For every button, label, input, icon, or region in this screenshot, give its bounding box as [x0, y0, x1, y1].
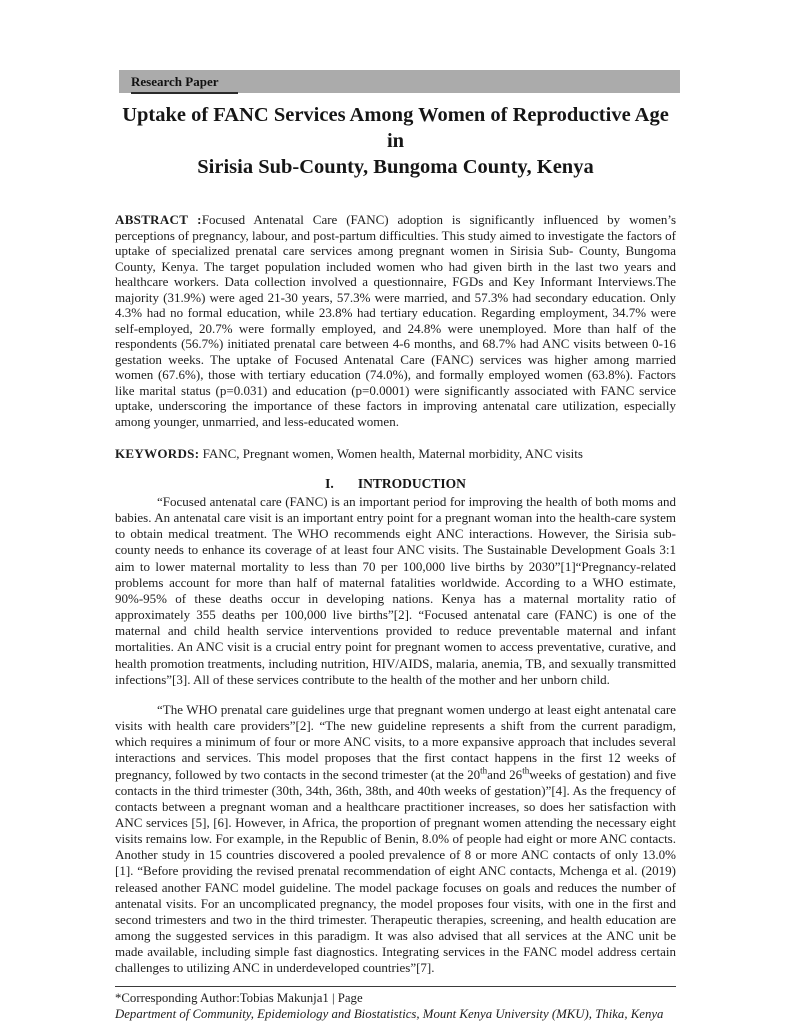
corresponding-author-line: *Corresponding Author:Tobias Makunja1 | Page	[115, 990, 363, 1005]
keywords-label: KEYWORDS:	[115, 446, 200, 461]
research-paper-banner	[119, 70, 680, 93]
intro-paragraph-2-seg3: weeks of gestation) and five contacts in the third trimester (30th, 34th, 36th, 38th, and 40th weeks of gestation)”[4]. As the frequency of contacts between a pregnant woman and a healthcare practitioner increases, so does her satisfaction with ANC services [5], [6]. However, in Africa, the proportion of pregnant women attending the necessary eight visits remains low. For example, in the Republic of Benin, 8.0% of people had eight or more ANC contacts. Another study in 15 countries discovered a pooled prevalence of 8 or more ANC contacts of only 13.0% [1]. “Before providing the revised prenatal recommendation of eight ANC contacts, Mchenga et al. (2019) released another FANC model guideline. The model package focuses on goals and reduces the number of antenatal visits. For an uncomplicated pregnancy, the model proposes four visits, with one in the first and second trimesters and two in the third trimester. Therapeutic therapies, screening, and health education are among the suggested services in this paradigm. It was also advised that all services at the ANC unit be made available, including simple fast diagnostics. Integrating services in the FANC model address certain challenges to utilizing ANC in underdeveloped countries”[7].	[115, 766, 676, 976]
keywords-text: FANC, Pregnant women, Women health, Maternal morbidity, ANC visits	[199, 446, 583, 461]
introduction-heading	[115, 475, 676, 492]
section-number: I.	[325, 476, 334, 491]
department-line: Department of Community, Epidemiology and Biostatistics, Mount Kenya University (MKU), Thika, Kenya	[115, 1006, 664, 1021]
abstract-label: ABSTRACT :	[115, 212, 202, 227]
section-title: INTRODUCTION	[357, 476, 466, 491]
paper-title	[115, 102, 676, 180]
intro-paragraph-2-seg1: “The WHO prenatal care guidelines urge that pregnant women undergo at least eight antenatal care visits with health care providers”[2]. “The new guideline represents a shift from the current paradigm, which requires a minimum of four or more ANC visits, to a more expansive approach that includes several interactions and services. This model proposes that the first contact happens in the first 12 weeks of pregnancy, followed by two contacts in the second trimester (at the 20	[115, 701, 676, 782]
abstract-text: Focused Antenatal Care (FANC) adoption is significantly influenced by women’s perceptions of pregnancy, labour, and post-partum difficulties. This study aimed to investigate the factors of uptake of specialized prenatal care services among pregnant women in Sirisia Sub- County, Bungoma County, Kenya. The target population included women who had given birth in the last two years and healthcare workers. Data collection involved a questionnaire, FGDs and Key Informant Interviews.The majority (31.9%) were aged 21-30 years, 57.3% were married, and 57.3% had secondary education. Only 4.3% had no formal education, while 23.8% had tertiary education. Regarding employment, 34.7% were self-employed, 20.7% were formally employed, and 24.8% were unemployed. More than half of the respondents (56.7%) initiated prenatal care between 4-6 months, and 68.7% had ANC visits between 0-16 gestation weeks. The uptake of Focused Antenatal Care (FANC) services was higher among married women (67.6%), those with tertiary education (74.0%), and formally employed women (63.8%). Factors like marital status (p=0.031) and education (p=0.0001) were significantly associated with FANC service uptake, underscoring the importance of these factors in improving antenatal care utilization, especially among younger, unmarried, and less-educated women.	[115, 212, 677, 429]
intro-paragraph-2-sup2: th	[522, 765, 530, 776]
intro-paragraph-2-sup1: th	[480, 765, 488, 776]
paper-title-line-1: Uptake of FANC Services Among Women of Reproductive Age in	[122, 104, 669, 152]
intro-paragraph-2	[115, 702, 676, 977]
abstract-paragraph	[115, 212, 676, 429]
keywords-line	[115, 446, 676, 462]
footer-divider	[115, 986, 676, 987]
intro-paragraph-1: “Focused antenatal care (FANC) is an important period for improving the health of both moms and babies. An antenatal care visit is an important entry point for a pregnant woman into the health-care system to obtain medical treatment. The WHO recommends eight ANC interactions. However, the Sirisia sub-county needs to enhance its coverage of at least four ANC visits. The Sustainable Development Goals 3:1 aim to lower maternal mortality to less than 70 per 100,000 live births by 2030”[1]“Pregnancy-related problems account for more than half of maternal fatalities worldwide. According to a WHO estimate, 90%-95% of these deaths occur in developing nations. Kenya has a maternal mortality ratio of approximately 355 deaths per 100,000 live births”[2]. “Focused antenatal care (FANC) is one of the maternal and child health service interventions provided to reduce preventable maternal and infant mortalities. An ANC visit is a crucial entry point for pregnant women to access preventative, curative, and health promotion treatments, including nutrition, HIV/AIDS, malaria, anemia, TB, and sexually transmitted infections”[3]. All of these services contribute to the health of the mother and her unborn child.	[115, 494, 676, 687]
paper-title-line-2: Sirisia Sub-County, Bungoma County, Kenya	[197, 156, 594, 178]
intro-paragraph-2-seg2: and 26	[487, 766, 523, 782]
banner-label: Research Paper	[131, 72, 238, 94]
